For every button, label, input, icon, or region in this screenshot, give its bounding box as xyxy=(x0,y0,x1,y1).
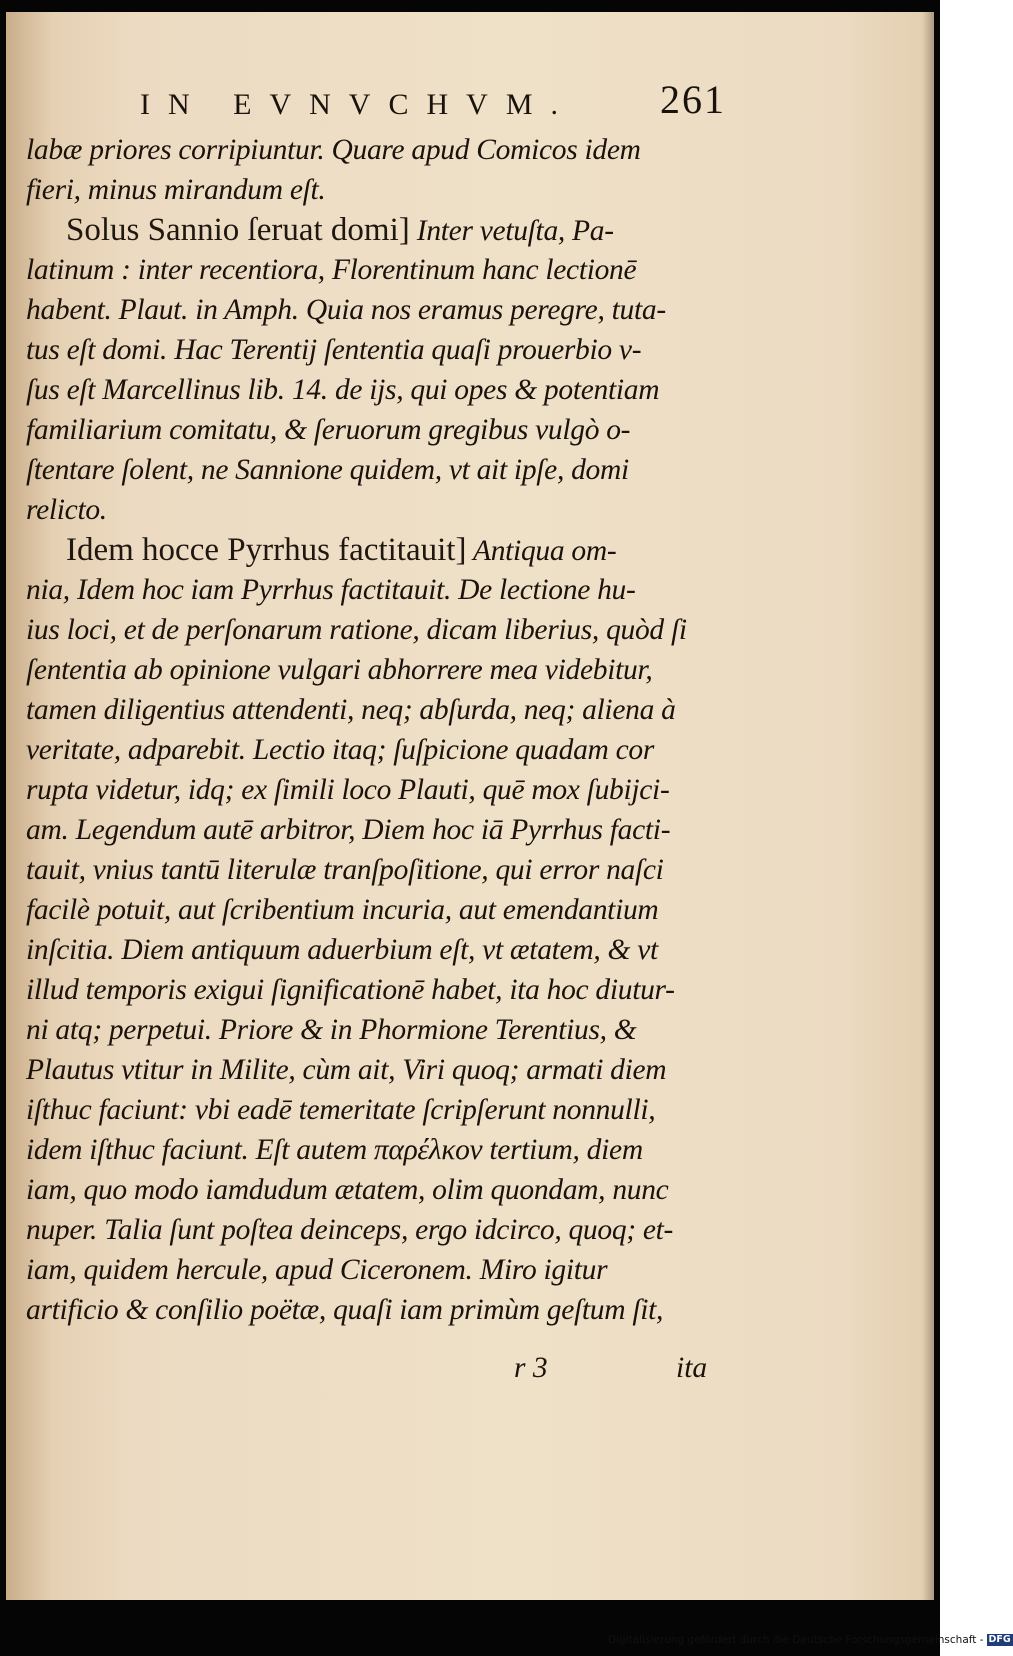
line-text: facilè potuit, aut ſcribentium incuria, aut emendantium xyxy=(26,894,659,926)
text-line xyxy=(26,650,728,690)
running-head xyxy=(26,76,726,136)
line-text: nia, Idem hoc iam Pyrrhus factitauit. De lectione hu- xyxy=(26,574,636,606)
text-line xyxy=(26,1250,728,1290)
line-text: tauit, vnius tantū literulæ tranſpoſitione, qui error naſci xyxy=(26,854,664,886)
credit-text: Digitalisierung gefördert durch die Deutsche Forschungsgemeinschaft - xyxy=(608,1634,984,1646)
line-text: tus eſt domi. Hac Terentij ſententia quaſi prouerbio v- xyxy=(26,334,642,366)
line-text: am. Legendum autē arbitror, Diem hoc iā Pyrrhus facti- xyxy=(26,814,671,846)
line-text: iam, quidem hercule, apud Ciceronem. Miro igitur xyxy=(26,1254,608,1286)
page-foot xyxy=(26,1352,728,1392)
text-line xyxy=(26,210,728,250)
text-line xyxy=(26,810,728,850)
line-text: Inter vetuſta, Pa- xyxy=(409,215,614,247)
line-text: iam, quo modo iamdudum ætatem, olim quondam, nunc xyxy=(26,1174,669,1206)
book-page xyxy=(6,12,934,1600)
line-text: ni atq; perpetui. Priore & in Phormione Terentius, & xyxy=(26,1014,637,1046)
text-line xyxy=(26,490,728,530)
text-line xyxy=(26,530,728,570)
line-text: latinum : inter recentiora, Florentinum hanc lectionē xyxy=(26,254,637,286)
text-line xyxy=(26,410,728,450)
line-text: Antiqua om- xyxy=(466,535,617,567)
text-line xyxy=(26,610,728,650)
text-line xyxy=(26,1050,728,1090)
text-line xyxy=(26,850,728,890)
text-line xyxy=(26,690,728,730)
running-head-title: IN EVNVCHVM. xyxy=(140,88,576,121)
line-text: Plautus vtitur in Milite, cùm ait, Viri quoq; armati diem xyxy=(26,1054,667,1086)
line-text: idem iſthuc faciunt. Eſt autem παρέλκον tertium, diem xyxy=(26,1134,643,1166)
text-line xyxy=(26,330,728,370)
text-line xyxy=(26,1130,728,1170)
text-line xyxy=(26,370,728,410)
lemma-heading: Idem hocce Pyrrhus factitauit] xyxy=(66,532,467,568)
line-text: habent. Plaut. in Amph. Quia nos eramus peregre, tuta- xyxy=(26,294,666,326)
lemma-heading: Solus Sannio ſeruat domi] xyxy=(66,212,410,248)
text-line xyxy=(26,1170,728,1210)
text-line xyxy=(26,1210,728,1250)
line-text: ius loci, et de perſonarum ratione, dicam liberius, quòd ſi xyxy=(26,614,687,646)
line-text: labæ priores corripiuntur. Quare apud Comicos idem xyxy=(26,134,641,166)
text-line xyxy=(26,930,728,970)
line-text: nuper. Talia ſunt poſtea deinceps, ergo idcirco, quoq; et- xyxy=(26,1214,674,1246)
line-text: relicto. xyxy=(26,494,107,526)
text-line xyxy=(26,1090,728,1130)
line-text: inſcitia. Diem antiquum aduerbium eſt, vt ætatem, & vt xyxy=(26,934,658,966)
page-number: 261 xyxy=(660,77,726,122)
text-line xyxy=(26,130,728,170)
line-text: rupta videtur, idq; ex ſimili loco Plauti, quē mox ſubijci- xyxy=(26,774,670,806)
text-line xyxy=(26,450,728,490)
commentary-text xyxy=(26,130,728,1330)
text-line xyxy=(26,290,728,330)
line-text: fieri, minus mirandum eſt. xyxy=(26,174,326,206)
digitization-credit xyxy=(608,1634,1011,1652)
line-text: ſus eſt Marcellinus lib. 14. de ijs, qui opes & potentiam xyxy=(26,374,660,406)
line-text: illud temporis exigui ſignificationē habet, ita hoc diutur- xyxy=(26,974,675,1006)
text-line xyxy=(26,970,728,1010)
catchword: ita xyxy=(676,1352,708,1384)
signature-mark: r 3 xyxy=(514,1352,548,1384)
text-line xyxy=(26,1290,728,1330)
line-text: ſententia ab opinione vulgari abhorrere mea videbitur, xyxy=(26,654,653,686)
text-line xyxy=(26,570,728,610)
line-text: familiarium comitatu, & ſeruorum gregibus vulgò o- xyxy=(26,414,631,446)
line-text: tamen diligentius attendenti, neq; abſurda, neq; aliena à xyxy=(26,694,676,726)
text-line xyxy=(26,730,728,770)
text-line xyxy=(26,890,728,930)
line-text: veritate, adparebit. Lectio itaq; ſuſpicione quadam cor xyxy=(26,734,655,766)
page-edge-shadow xyxy=(922,12,934,1600)
text-line xyxy=(26,1010,728,1050)
text-line xyxy=(26,170,728,210)
line-text: artificio & conſilio poëtæ, quaſi iam primùm geſtum ſit, xyxy=(26,1294,664,1326)
line-text: ſtentare ſolent, ne Sannione quidem, vt ait ipſe, domi xyxy=(26,454,629,486)
line-text: iſthuc faciunt: vbi eadē temeritate ſcripſerunt nonnulli, xyxy=(26,1094,656,1126)
text-line xyxy=(26,770,728,810)
text-line xyxy=(26,250,728,290)
dfg-logo: DFG xyxy=(988,1634,1011,1645)
